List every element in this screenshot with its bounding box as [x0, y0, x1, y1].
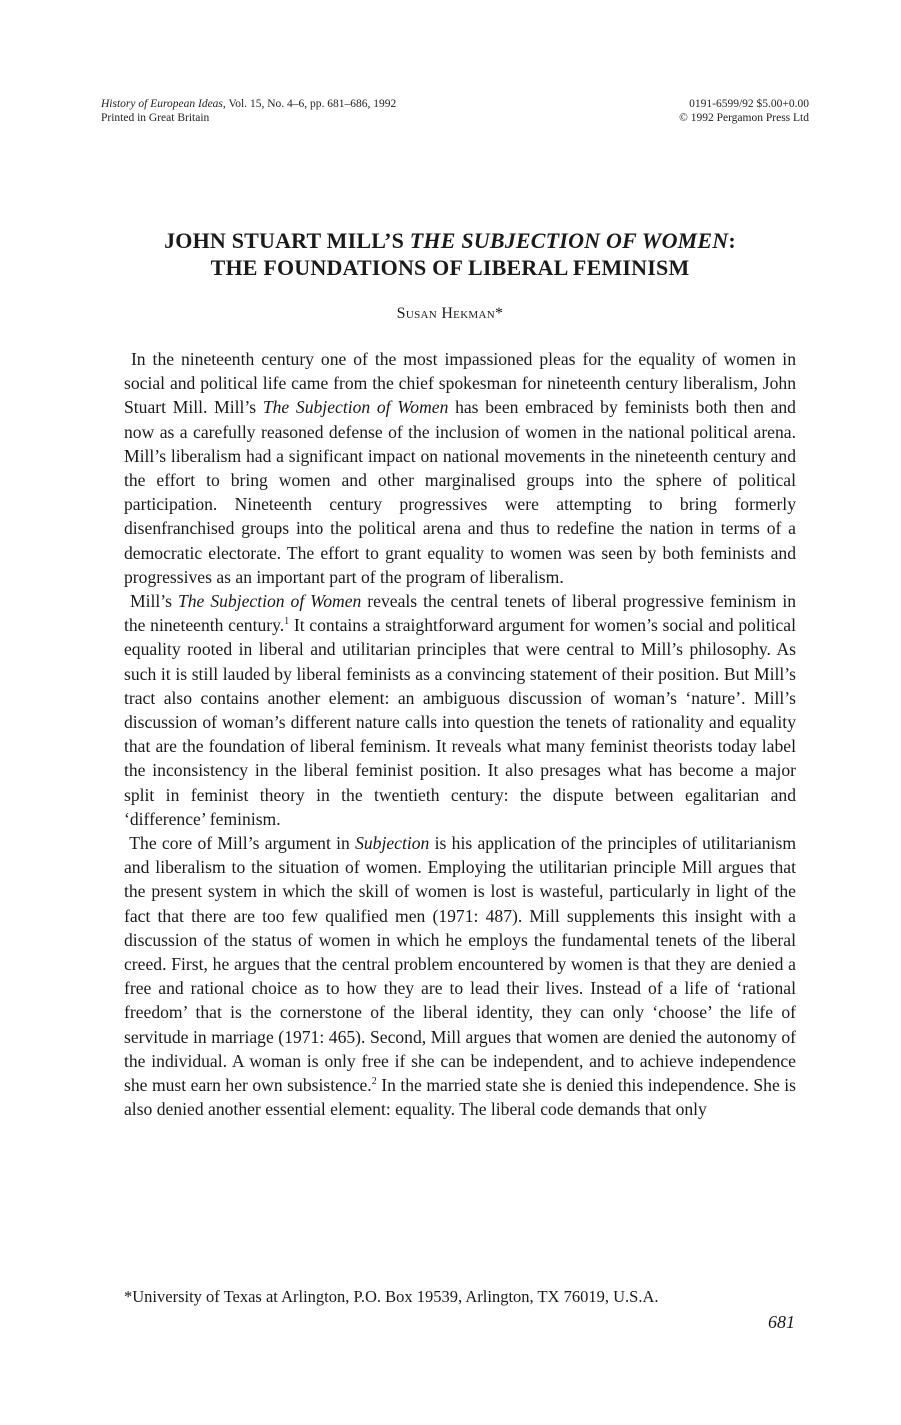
article-title — [100, 227, 800, 281]
issn-price: 0191-6599/92 $5.00+0.00 — [689, 98, 809, 110]
footnote-ref-1[interactable]: 1 — [284, 616, 290, 628]
copyright: © 1992 Pergamon Press Ltd — [679, 112, 809, 124]
paragraph-3: The core of Mill’s argument in Subjection is his application of the principles of utilitarianism and liberalism to the situation of women. Employing the utilitarian principle Mill argues that the present system in which the skill of women is lost is wasteful, particularly in light of the fact that there are too few qualified men (1971: 487). Mill supplements this insight with a discussion of the status of women in which he employs the fundamental tenets of the liberal creed. First, he argues that the central problem encountered by women is that they are denied a free and rational choice as to how they are to lead their lives. Instead of a life of ‘rational freedom’ that is the cornerstone of the liberal identity, they can only ‘choose’ the life of servitude in marriage (1971: 465). Second, Mill argues that women are denied the autonomy of the individual. A woman is only free if she can be independent, and to achieve independence she must earn her own subsistence.$^2$ In the married state she is denied this independence. She is also denied another essential element: equality. The liberal code demands that only — [124, 833, 796, 1120]
title-line-1: JOHN STUART MILL’S THE SUBJECTION OF WOMEN: — [164, 228, 736, 253]
author-affiliation-footnote: *University of Texas at Arlington, P.O. Box 19539, Arlington, TX 76019, U.S.A. — [124, 1287, 659, 1306]
paragraph-1: In the nineteenth century one of the most impassioned pleas for the equality of women in social and political life came from the chief spokesman for nineteenth century liberalism, John Stuart Mill. Mill’s The Subjection of Women has been embraced by feminists both then and now as a carefully reasoned defense of the inclusion of women in the national political arena. Mill’s liberalism had a significant impact on national movements in the nineteenth century and the effort to bring women and other marginalised groups into the sphere of political participation. Nineteenth century progressives were attempting to bring formerly disenfranchised groups into the political arena and thus to redefine the nation in terms of a democratic electorate. The effort to grant equality to women was seen by both feminists and progressives as an important part of the program of liberalism. — [124, 349, 796, 587]
running-head-right — [679, 97, 809, 125]
author-name: Susan Hekman* — [396, 305, 504, 322]
journal-citation: History of European Ideas, Vol. 15, No. 4–6, pp. 681–686, 1992 — [101, 98, 397, 110]
journal-name: History of European Ideas — [101, 98, 223, 110]
article-body — [124, 347, 796, 1122]
paragraph-2: Mill’s The Subjection of Women reveals the central tenets of liberal progressive feminism in the nineteenth century.$^1$ It contains a straightforward argument for women’s social and political equality rooted in liberal and utilitarian principles that were central to Mill’s philosophy. As such it is still lauded by liberal feminists as a convincing statement of their position. But Mill’s tract also contains another element: an ambiguous discussion of woman’s ‘nature’. Mill’s discussion of woman’s different nature calls into question the tenets of rationality and equality that are the foundation of liberal feminism. It reveals what many feminist theorists today label the inconsistency in the liberal feminist position. It also presages what has become a major split in feminist theory in the twentieth century: the dispute between egalitarian and ‘difference’ feminism. — [124, 591, 797, 829]
footnote-ref-2[interactable]: 2 — [371, 1076, 377, 1088]
title-line-2: THE FOUNDATIONS OF LIBERAL FEMINISM — [210, 255, 690, 280]
printed-in: Printed in Great Britain — [101, 112, 210, 124]
running-head-left — [101, 97, 396, 125]
page-number: 681 — [768, 1312, 795, 1332]
